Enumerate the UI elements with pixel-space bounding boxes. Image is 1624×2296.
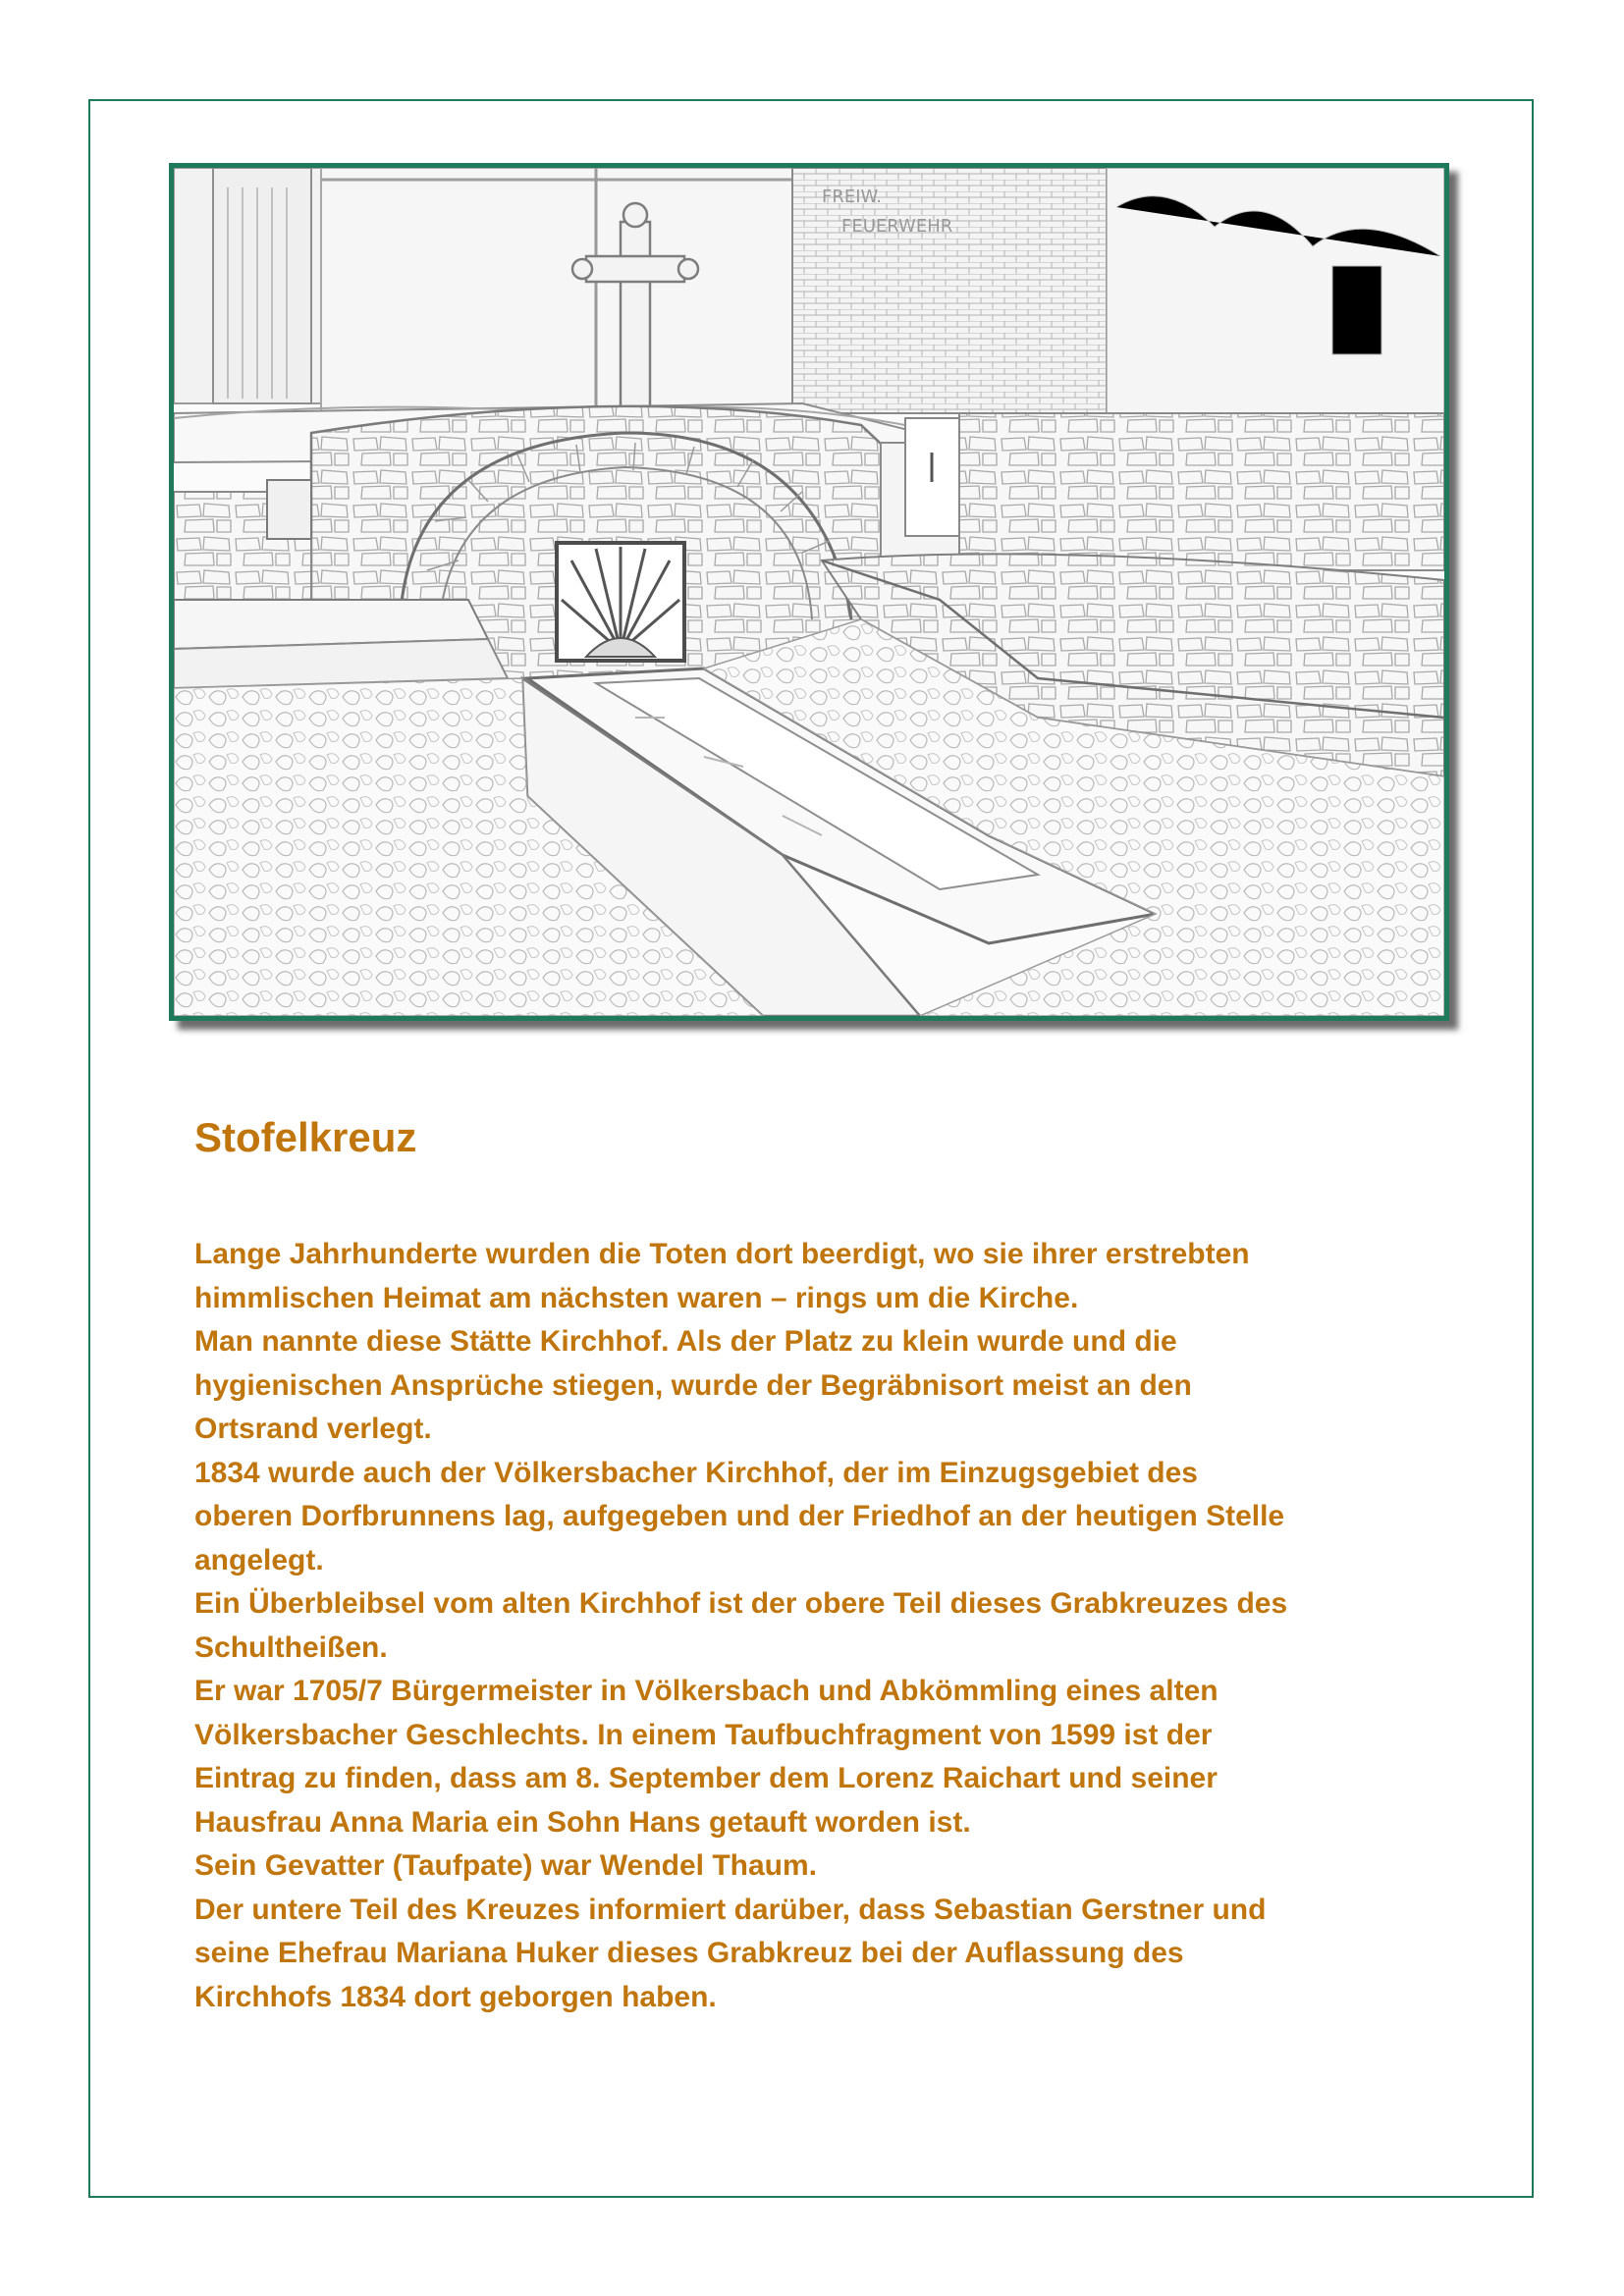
text-line: seine Ehefrau Mariana Huker dieses Grabkreuz bei der Auflassung des <box>194 1937 1184 1969</box>
text-line: Eintrag zu finden, dass am 8. September dem Lorenz Raichart und seiner <box>194 1762 1218 1794</box>
text-line: angelegt. <box>194 1543 324 1576</box>
text-line: Er war 1705/7 Bürgermeister in Völkersbach und Abkömmling eines alten <box>194 1675 1218 1707</box>
svg-text:FEUERWEHR: FEUERWEHR <box>841 216 953 237</box>
sketch-photo-fountain-cross <box>174 168 1444 1016</box>
text-line: Hausfrau Anna Maria ein Sohn Hans getauft worden ist. <box>194 1805 971 1839</box>
text-line: oberen Dorfbrunnens lag, aufgegeben und der Friedhof an der heutigen Stelle <box>194 1500 1285 1532</box>
grate-icon <box>557 543 684 661</box>
text-line: Der untere Teil des Kreuzes informiert darüber, dass Sebastian Gerstner und <box>194 1893 1267 1926</box>
svg-text:FREIW.: FREIW. <box>822 187 882 207</box>
text-line: Schultheißen. <box>194 1630 388 1664</box>
text-line: Ein Überbleibsel vom alten Kirchhof ist der obere Teil dieses Grabkreuzes des <box>194 1587 1288 1620</box>
text-line: Man nannte diese Stätte Kirchhof. Als der Platz zu klein wurde und die <box>194 1325 1177 1358</box>
text-line: himmlischen Heimat am nächsten waren – rings um die Kirche. <box>194 1281 1079 1314</box>
text-line: Lange Jahrhunderte wurden die Toten dort beerdigt, wo sie ihrer erstrebten <box>194 1238 1250 1270</box>
text-line: 1834 wurde auch der Völkersbacher Kirchhof, der im Einzugsgebiet des <box>194 1456 1198 1489</box>
text-line: Kirchhofs 1834 dort geborgen haben. <box>194 1980 717 2013</box>
text-line: Ortsrand verlegt. <box>194 1413 432 1445</box>
page-title: Stofelkreuz <box>194 1114 417 1160</box>
text-line: Sein Gevatter (Taufpate) war Wendel Thaum. <box>194 1849 818 1882</box>
body-text <box>194 1233 1471 2019</box>
photo-frame <box>169 163 1449 1021</box>
text-line: hygienischen Ansprüche stiegen, wurde der Begräbnisort meist an den <box>194 1368 1192 1402</box>
text-line: Völkersbacher Geschlechts. In einem Taufbuchfragment von 1599 ist der <box>194 1718 1213 1751</box>
